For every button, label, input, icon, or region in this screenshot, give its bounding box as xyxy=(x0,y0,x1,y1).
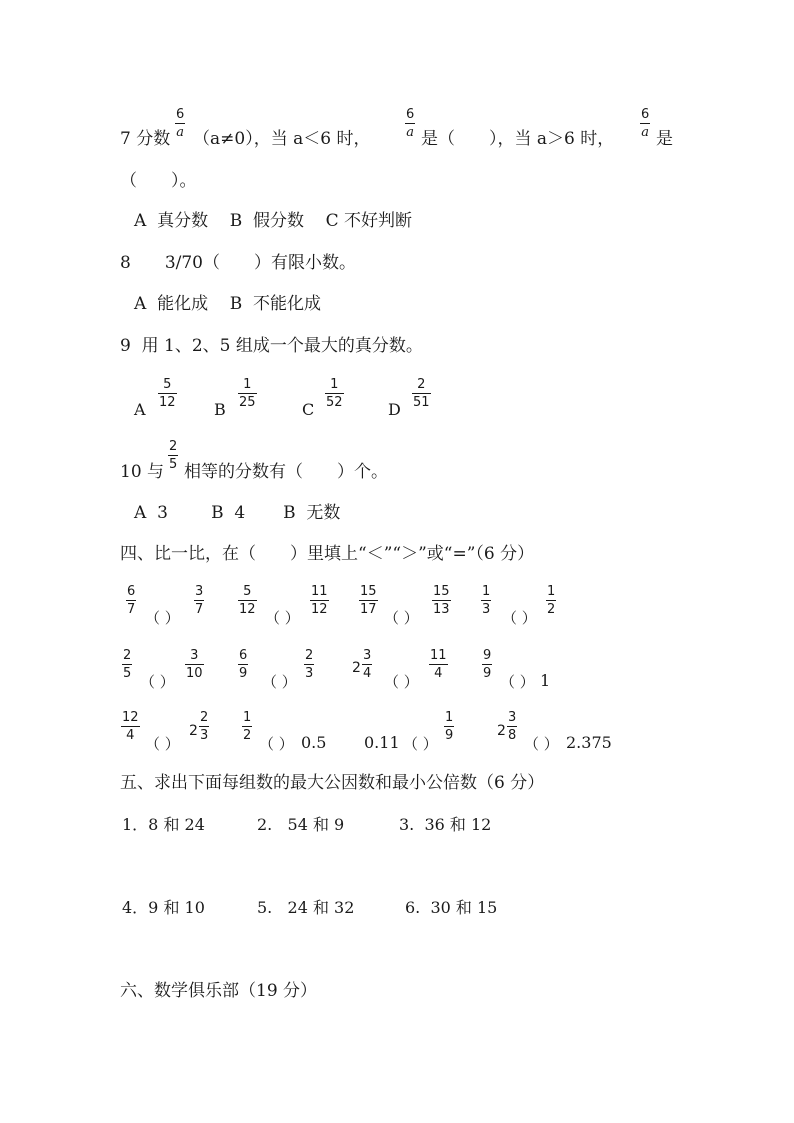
q9-option-a-fraction: 5 12 xyxy=(159,377,176,410)
compare-r1c2-left: 5 12 xyxy=(239,584,256,617)
compare-r2c2-right: 2 3 xyxy=(305,648,314,681)
compare-r3c3-left: 0.11 xyxy=(364,733,400,752)
compare-r3c2-blank[interactable]: （ ） xyxy=(259,735,294,753)
section-4-title: 四、比一比，在（ ）里填上“＜”“＞”或“=”（6 分） xyxy=(120,544,535,564)
compare-r3c3-blank[interactable]: （ ） xyxy=(403,735,438,753)
compare-r1c3-right: 15 13 xyxy=(433,584,450,617)
compare-r3c4-right: 2.375 xyxy=(566,733,612,752)
compare-r3c2-left: 1 2 xyxy=(243,710,252,743)
q7-fraction-3: 6 a xyxy=(641,107,650,140)
compare-r3c1-blank[interactable]: （ ） xyxy=(145,735,180,753)
compare-r1c1-right: 3 7 xyxy=(195,584,204,617)
q9-text: 9 用 1、2、5 组成一个最大的真分数。 xyxy=(120,336,423,356)
compare-r3c4-left: 3 8 xyxy=(508,710,517,743)
compare-r3c4-blank[interactable]: （ ） xyxy=(524,735,559,753)
gcd-lcm-item-5: 5. 24 和 32 xyxy=(257,898,355,917)
q9-option-c-fraction: 1 52 xyxy=(326,377,343,410)
q10-fraction: 2 5 xyxy=(169,439,178,472)
compare-r1c2-right: 11 12 xyxy=(311,584,328,617)
gcd-lcm-item-6: 6. 30 和 15 xyxy=(405,898,498,917)
q10-suffix: 相等的分数有（ ）个。 xyxy=(184,462,388,482)
q7-prefix: 7 分数 xyxy=(120,129,171,149)
gcd-lcm-item-4: 4．9 和 10 xyxy=(122,898,205,917)
compare-r2c4-blank[interactable]: （ ） xyxy=(500,673,535,691)
q8-options: A 能化成 B 不能化成 xyxy=(134,294,321,314)
compare-r1c4-right: 1 2 xyxy=(547,584,556,617)
section-5-title: 五、求出下面每组数的最大公因数和最小公倍数（6 分） xyxy=(120,773,545,793)
compare-r2c3-right: 11 4 xyxy=(430,648,447,681)
q7-is-1: 是（ ），当 a＞6 时， xyxy=(421,129,615,149)
q9-option-d-fraction: 2 51 xyxy=(413,377,430,410)
compare-r1c1-left: 6 7 xyxy=(127,584,136,617)
gcd-lcm-item-1: 1．8 和 24 xyxy=(122,815,205,834)
q9-option-c-label: C xyxy=(302,400,315,419)
compare-r2c1-left: 2 5 xyxy=(123,648,132,681)
compare-r1c2-blank[interactable]: （ ） xyxy=(265,609,300,627)
compare-r2c1-right: 3 10 xyxy=(186,648,203,681)
gcd-lcm-item-2: 2. 54 和 9 xyxy=(257,815,345,834)
compare-r2c4-right: 1 xyxy=(540,671,551,690)
q9-option-b-fraction: 1 25 xyxy=(239,377,256,410)
q8-text: 8 3/70（ ）有限小数。 xyxy=(120,253,356,273)
compare-r1c4-blank[interactable]: （ ） xyxy=(502,609,537,627)
compare-r3c2-right: 0.5 xyxy=(301,733,327,752)
compare-r2c2-blank[interactable]: （ ） xyxy=(262,673,297,691)
q9-option-a-label: A xyxy=(134,400,146,419)
q7-options: A 真分数 B 假分数 C 不好判断 xyxy=(134,211,413,231)
q7-condition: （a≠0），当 a＜6 时， xyxy=(193,129,371,149)
q7-fraction-2: 6 a xyxy=(406,107,415,140)
section-6-title: 六、数学俱乐部（19 分） xyxy=(120,981,318,1001)
compare-r3c1-left: 12 4 xyxy=(122,710,139,743)
compare-r1c3-blank[interactable]: （ ） xyxy=(384,609,419,627)
q7-is-2: 是 xyxy=(656,129,673,149)
q10-options: A 3 B 4 B 无数 xyxy=(134,503,341,523)
compare-r2c2-left: 6 9 xyxy=(239,648,248,681)
compare-r3c1-right: 2 3 xyxy=(200,710,209,743)
q9-option-d-label: D xyxy=(388,400,401,419)
gcd-lcm-item-3: 3. 36 和 12 xyxy=(399,815,492,834)
compare-r2c3-blank[interactable]: （ ） xyxy=(384,673,419,691)
compare-r3c1-right-whole: 2 xyxy=(189,723,198,739)
q9-option-b-label: B xyxy=(214,400,226,419)
compare-r2c3-left-whole: 2 xyxy=(352,660,361,676)
compare-r2c1-blank[interactable]: （ ） xyxy=(140,673,175,691)
compare-r2c4-left: 9 9 xyxy=(483,648,492,681)
compare-r1c1-blank[interactable]: （ ） xyxy=(145,609,180,627)
compare-r3c4-left-whole: 2 xyxy=(497,723,506,739)
compare-r1c4-left: 1 3 xyxy=(482,584,491,617)
q7-fraction-1: 6 a xyxy=(176,107,185,140)
compare-r1c3-left: 15 17 xyxy=(360,584,377,617)
q10-prefix: 10 与 xyxy=(120,462,165,482)
q7-line2: （ ）。 xyxy=(120,171,197,191)
compare-r2c3-left: 3 4 xyxy=(363,648,372,681)
compare-r3c3-right: 1 9 xyxy=(445,710,454,743)
